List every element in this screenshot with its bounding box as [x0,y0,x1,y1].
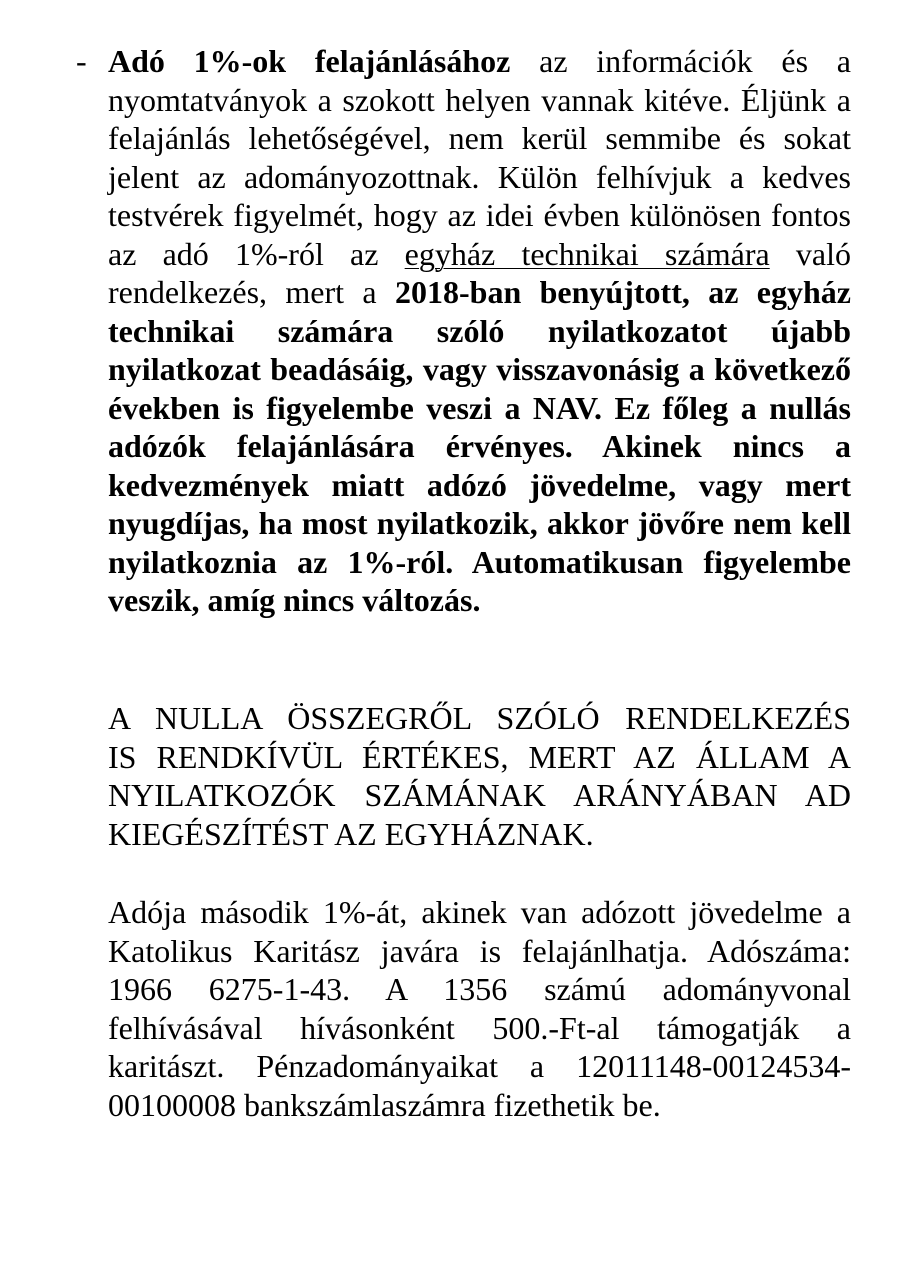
church-technical-number-underlined: egyház technikai számára [404,235,770,272]
zero-amount-line: NYILATKOZÓK SZÁMÁNAK ARÁNYÁBAN AD [108,777,851,813]
tax-donation-text [108,42,851,620]
tax-donation-lead: Adó 1%-ok felajánlásához [108,43,511,79]
tax-donation-body-b: való rendelkezés, mert a [108,235,852,310]
tax-donation-bold-notice: 2018-ban benyújtott, az egyház technikai számára szóló nyilatkozatot újabb nyilatkozat beadásáig, vagy visszavonásig a következő években is figyelembe veszi a NAV. Ez főleg a nullás adózók felajánlására érvényes. Akinek nincs a kedvezmények miatt adózó jövedelme, vagy mert nyugdíjas, ha most nyilatkozik, akkor jövőre nem kell nyilatkoznia az 1%-ról. Automatikusan figyelembe veszik, amíg nincs változás. [108,274,852,618]
list-dash: - [76,43,87,79]
tax-donation-paragraph [76,42,851,620]
zero-amount-notice [108,699,851,853]
caritas-paragraph: Adója második 1%-át, akinek van adózott jövedelme a Katolikus Karitász javára is felajánlhatja. Adószáma: 1966 6275-1-43. A 1356 számú adományvonal felhívásával hívásonként 500.-Ft-al támogatják a karitászt. Pénzadományaikat a 12011148-00124534-00100008 bankszámlaszámra fizethetik be. [108,894,851,1123]
zero-amount-line: KIEGÉSZÍTÉST AZ EGYHÁZNAK. [108,815,594,852]
tax-donation-body-a: az információk és a nyomtatványok a szokott helyen vannak kitéve. Éljünk a felajánlás lehetőségével, nem kerül semmibe és sokat jelent az adományozottnak. Külön felhívjuk a kedves testvérek figyelmét, hogy az idei évben különösen fontos az adó 1%-ról az [108,43,852,272]
zero-amount-line: IS RENDKÍVÜL ÉRTÉKES, MERT AZ ÁLLAM A [108,738,851,775]
zero-amount-line: A NULLA ÖSSZEGRŐL SZÓLÓ RENDELKEZÉS [108,700,851,736]
